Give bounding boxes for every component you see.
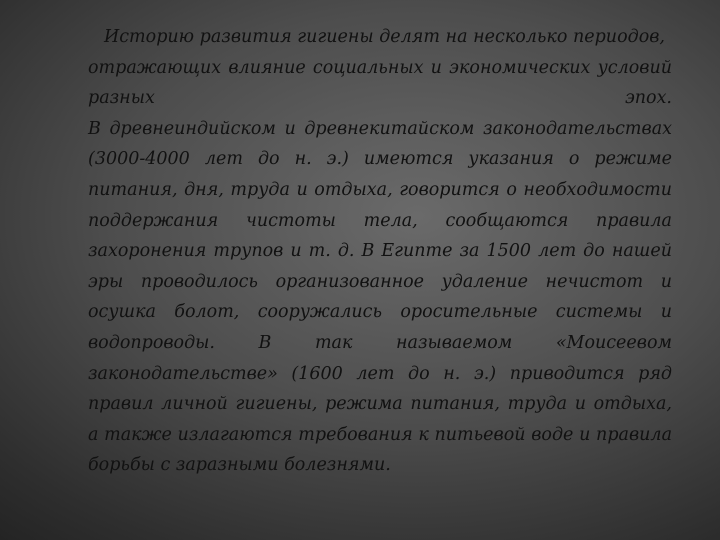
- text-line: (3000-4000 лет до н. э.) имеются указания о режиме: [88, 149, 672, 170]
- text-line: поддержания чистоты тела, сообщаются правила: [88, 210, 672, 231]
- text-line: правил личной гигиены, режима питания, труда и отдыха,: [88, 394, 672, 415]
- text-line: разных эпох.: [88, 88, 672, 109]
- text-line: осушка болот, сооружались оросительные системы и: [88, 302, 672, 323]
- text-line: водопроводы. В так называемом «Моисеевом: [88, 332, 672, 353]
- text-line: Историю развития гигиены делят на несколько периодов,: [104, 27, 665, 47]
- text-line: борьбы с заразными болезнями.: [88, 455, 391, 476]
- text-line: а также излагаются требования к питьевой воде и правила: [88, 424, 672, 445]
- text-line: захоронения трупов и т. д. В Египте за 1500 лет до нашей: [88, 241, 672, 262]
- text-line: эры проводилось организованное удаление нечистот и: [88, 271, 672, 292]
- text-line: питания, дня, труда и отдыха, говорится о необходимости: [88, 179, 672, 200]
- body-text: [88, 22, 672, 481]
- text-line: В древнеиндийском и древнекитайском законодательствах: [88, 118, 672, 139]
- text-line: законодательстве» (1600 лет до н. э.) приводится ряд: [88, 363, 672, 384]
- text-line: отражающих влияние социальных и экономических условий: [88, 57, 672, 78]
